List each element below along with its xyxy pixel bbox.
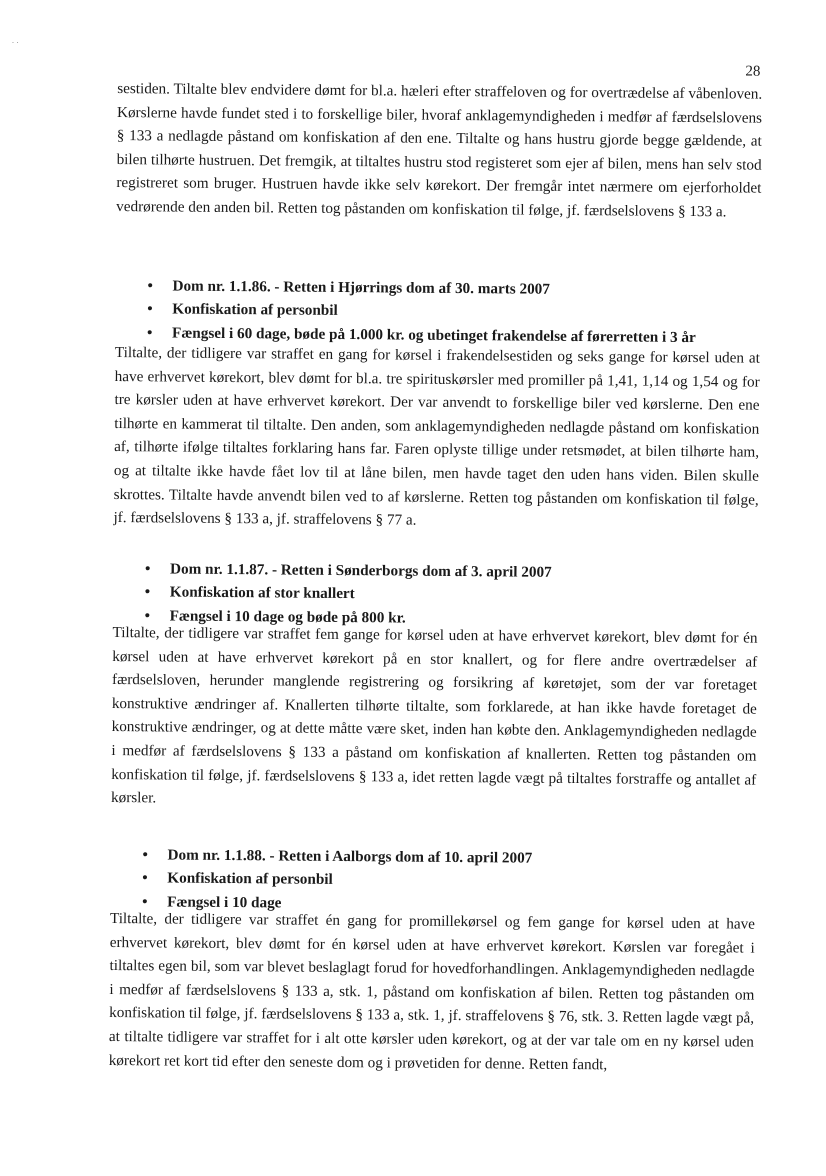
paragraph-case-1-1-88: Tiltalte, der tidligere var straffet én gang for promillekørsel og fem gange for kørsel uden at have erhvervet kørekort, blev dømt for én kørsel uden at have erhvervet kørekort. Kørslen var foregået i tiltaltes egen bil, som var blevet beslaglagt forud for hovedforhandlingen. Anklagemyndigheden nedlagde i medfør af færdselslovens § 133 a, stk. 1, påstand om konfiskation af bilen. Retten tog påstanden om konfiskation til følge, jf. færdselslovens § 133 a, stk. 1, jf. straffelovens § 76, stk. 3. Retten lagde vægt på, at tiltalte tidligere var straffet for i alt otte kørsler uden kørekort, og at der var tale om en ny kørsel uden kørekort ret kort tid efter den seneste dom og i prøvetiden for denne. Retten fandt,	[108, 909, 756, 1073]
case-heading-1-1-86	[147, 274, 768, 350]
case-subject: • Konfiskation af personbil	[142, 867, 762, 896]
case-subject: • Konfiskation af personbil	[147, 298, 767, 327]
paragraph-intro: sestiden. Tiltalte blev endvidere dømt for bl.a. hæleri efter straffeloven og for overtrædelse af våbenloven. Kørslerne havde fundet sted i to forskellige biler, hvoraf anklagemyndigheden i medfør af færdselslovens § 133 a nedlagde påstand om konfiskation af den ene. Tiltalte og hans hustru gjorde begge gældende, at bilen tilhørte hustruen. Det fremgik, at tiltaltes hustru stod registeret som ejer af bilen, mens han selv stod registreret som bruger. Hustruen havde ikke selv kørekort. Der fremgår intet nærmere om ejerforholdet vedrørende den anden bil. Retten tog påstanden om konfiskation til følge, jf. færdselslovens § 133 a.	[116, 80, 763, 221]
scan-margin-mark: · ·	[11, 38, 19, 48]
case-sentence: • Fængsel i 10 dage	[142, 890, 762, 919]
page-number: 28	[745, 63, 761, 80]
case-subject: • Konfiskation af stor knallert	[145, 581, 765, 610]
case-title: • Dom nr. 1.1.86. - Retten i Hjørrings dom af 30. marts 2007	[147, 274, 767, 303]
case-title: • Dom nr. 1.1.88. - Retten i Aalborgs dom af 10. april 2007	[142, 843, 762, 872]
case-title: • Dom nr. 1.1.87. - Retten i Sønderborgs dom af 3. april 2007	[145, 557, 765, 586]
paragraph-case-1-1-86: Tiltalte, der tidligere var straffet en gang for kørsel i frakendelsestiden og seks gange for kørsel uden at have erhvervet kørekort, blev dømt for bl.a. tre spirituskørsler med promiller på 1,41, 1,14 og 1,54 og for tre kørsler uden at have erhvervet kørekort. Der var anvendt to forskellige biler ved kørslerne. Den ene tilhørte en kammerat til tiltalte. Den anden, som anklagemyndigheden nedlagde påstand om konfiskation af, tilhørte ifølge tiltaltes forklaring hans far. Faren oplyste tillige under retsmødet, at bilen tilhørte ham, og at tiltalte ikke havde fået lov til at låne bilen, men havde taget den uden hans viden. Bilen skulle skrottes. Tiltalte havde anvendt bilen ved to af kørslerne. Retten tog påstanden om konfiskation til følge, jf. færdselslovens § 133 a, jf. straffelovens § 77 a.	[113, 344, 760, 529]
case-bullet-list	[147, 274, 768, 350]
case-sentence: • Fængsel i 60 dage, bøde på 1.000 kr. og ubetinget frakendelse af førerretten i 3 år	[147, 321, 767, 350]
paragraph-case-1-1-87: Tiltalte, der tidligere var straffet fem gange for kørsel uden at have erhvervet kørekort, blev dømt for én kørsel uden at have erhvervet kørekort på en stor knallert, og for flere andre overtrædelser af færdselsloven, herunder manglende registrering og forsikring af køretøjet, som der var foretaget konstruktive ændringer af. Knallerten tilhørte tiltalte, som forklarede, at han ikke havde foretaget de konstruktive ændringer, og at dette måtte være sket, inden han købte den. Anklagemyndigheden nedlagde i medfør af færdselslovens § 133 a påstand om konfiskation af knallerten. Retten tog påstanden om konfiskation til følge, jf. færdselslovens § 133 a, idet retten lagde vægt på tiltaltes forstraffe og antallet af kørsler.	[110, 624, 758, 807]
case-sentence: • Fængsel i 10 dage og bøde på 800 kr.	[145, 604, 765, 633]
